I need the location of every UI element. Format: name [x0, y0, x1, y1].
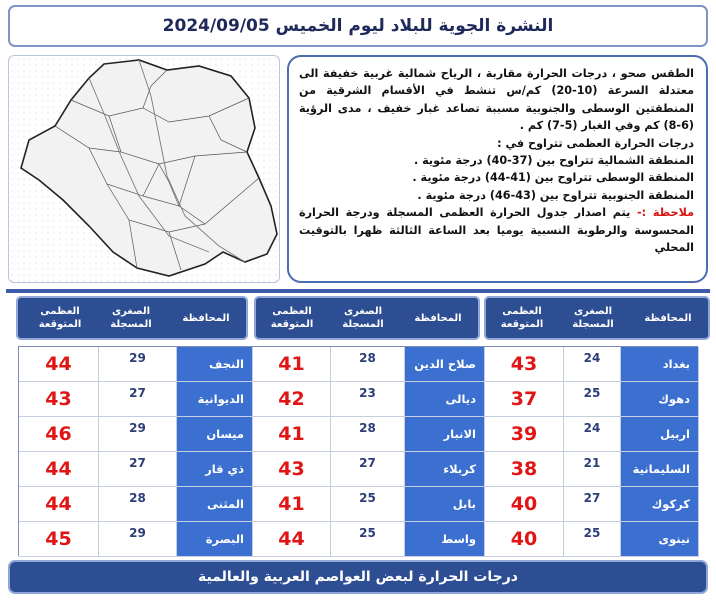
table-header-group-3 [18, 298, 246, 338]
province-cell: ديالى [405, 382, 485, 417]
north-region-range: المنطقة الشمالية تتراوح بين (37-40) درجة مئوية . [413, 154, 694, 168]
map-panel [8, 55, 280, 283]
min-temp-cell: 28 [99, 487, 177, 522]
header-province: المحافظة [644, 312, 692, 324]
forecast-panel [287, 55, 708, 283]
min-temp-cell: 24 [564, 347, 621, 382]
header-max: العظمى المتوقعة [270, 306, 314, 330]
min-temp-cell: 25 [331, 487, 405, 522]
max-temp-cell: 43 [485, 347, 564, 382]
min-temp-cell: 23 [331, 382, 405, 417]
province-cell: بغداد [621, 347, 699, 382]
max-temp-cell: 38 [485, 452, 564, 487]
table-row [19, 487, 697, 522]
province-cell: اربيل [621, 417, 699, 452]
province-cell: بابل [405, 487, 485, 522]
min-temp-cell: 27 [564, 487, 621, 522]
section-divider [6, 289, 710, 293]
footer-bar [8, 560, 708, 594]
max-temp-cell: 42 [253, 382, 331, 417]
table-row [19, 452, 697, 487]
forecast-paragraph: الطقس صحو ، درجات الحرارة مقاربة ، الرياح شمالية غربية خفيفة الى معتدلة السرعة (10-20) كم/س تنشط في الأقسام الشرقية من المنطقتين الوسطى والجنوبية مسببة تصاعد غبار خفيف ، مدى الرؤية (6-8) كم وفي الغبار (5-7) كم . [299, 67, 694, 133]
province-cell: البصرة [177, 522, 253, 557]
table-row [19, 347, 697, 382]
province-cell: واسط [405, 522, 485, 557]
table-header-group-2 [256, 298, 478, 338]
note-label: ملاحظة :- [637, 206, 695, 220]
capitals-temperatures-link: درجات الحرارة لبعض العواصم العربية والعالمية [198, 569, 518, 585]
max-temp-cell: 41 [253, 347, 331, 382]
header-province: المحافظة [182, 312, 230, 324]
province-cell: ذي قار [177, 452, 253, 487]
max-temp-cell: 37 [485, 382, 564, 417]
max-temp-cell: 40 [485, 522, 564, 557]
province-cell: الانبار [405, 417, 485, 452]
max-temp-cell: 45 [19, 522, 99, 557]
province-cell: النجف [177, 347, 253, 382]
min-temp-cell: 25 [331, 522, 405, 557]
note-text: يتم اصدار جدول الحرارة العظمى المسجلة ودرجة الحرارة المحسوسة والرطوبة النسبية يوميا بعد الساعة الثالثة ظهرا بالتوقيت المحلي [299, 206, 694, 255]
header-max: العظمى المتوقعة [500, 306, 544, 330]
max-temp-cell: 40 [485, 487, 564, 522]
header-min: الصغرى المسجلة [572, 306, 614, 330]
bulletin-title: النشرة الجوية للبلاد ليوم الخميس 2024/09/05 [162, 16, 554, 36]
max-temp-cell: 46 [19, 417, 99, 452]
temperature-table [18, 346, 698, 556]
table-row [19, 382, 697, 417]
max-temp-cell: 43 [19, 382, 99, 417]
table-row [19, 417, 697, 452]
central-region-range: المنطقة الوسطى تتراوح بين (41-44) درجة مئوية . [412, 171, 694, 185]
min-temp-cell: 25 [564, 522, 621, 557]
table-header-group-1 [486, 298, 708, 338]
min-temp-cell: 29 [99, 522, 177, 557]
province-cell: ميسان [177, 417, 253, 452]
header-min: الصغرى المسجلة [110, 306, 152, 330]
max-temp-intro: درجات الحرارة العظمى تتراوح في : [497, 136, 694, 150]
max-temp-cell: 44 [19, 452, 99, 487]
max-temp-cell: 44 [19, 487, 99, 522]
min-temp-cell: 27 [331, 452, 405, 487]
max-temp-cell: 43 [253, 452, 331, 487]
province-cell: المثنى [177, 487, 253, 522]
province-cell: كركوك [621, 487, 699, 522]
header-min: الصغرى المسجلة [342, 306, 384, 330]
min-temp-cell: 29 [99, 347, 177, 382]
iraq-map-image [9, 56, 280, 283]
max-temp-cell: 41 [253, 417, 331, 452]
max-temp-cell: 44 [253, 522, 331, 557]
header-max: العظمى المتوقعة [38, 306, 82, 330]
min-temp-cell: 27 [99, 452, 177, 487]
title-banner [8, 5, 708, 47]
max-temp-cell: 44 [19, 347, 99, 382]
max-temp-cell: 39 [485, 417, 564, 452]
province-cell: صلاح الدين [405, 347, 485, 382]
table-row [19, 522, 697, 557]
note [299, 204, 694, 256]
max-temp-cell: 41 [253, 487, 331, 522]
min-temp-cell: 28 [331, 417, 405, 452]
province-cell: السليمانية [621, 452, 699, 487]
min-temp-cell: 24 [564, 417, 621, 452]
min-temp-cell: 28 [331, 347, 405, 382]
min-temp-cell: 27 [99, 382, 177, 417]
header-province: المحافظة [414, 312, 462, 324]
south-region-range: المنطقة الجنوبية تتراوح بين (43-46) درجة مئوية . [417, 188, 694, 202]
province-cell: كربلاء [405, 452, 485, 487]
province-cell: الديوانية [177, 382, 253, 417]
min-temp-cell: 29 [99, 417, 177, 452]
province-cell: نينوى [621, 522, 699, 557]
min-temp-cell: 25 [564, 382, 621, 417]
min-temp-cell: 21 [564, 452, 621, 487]
province-cell: دهوك [621, 382, 699, 417]
